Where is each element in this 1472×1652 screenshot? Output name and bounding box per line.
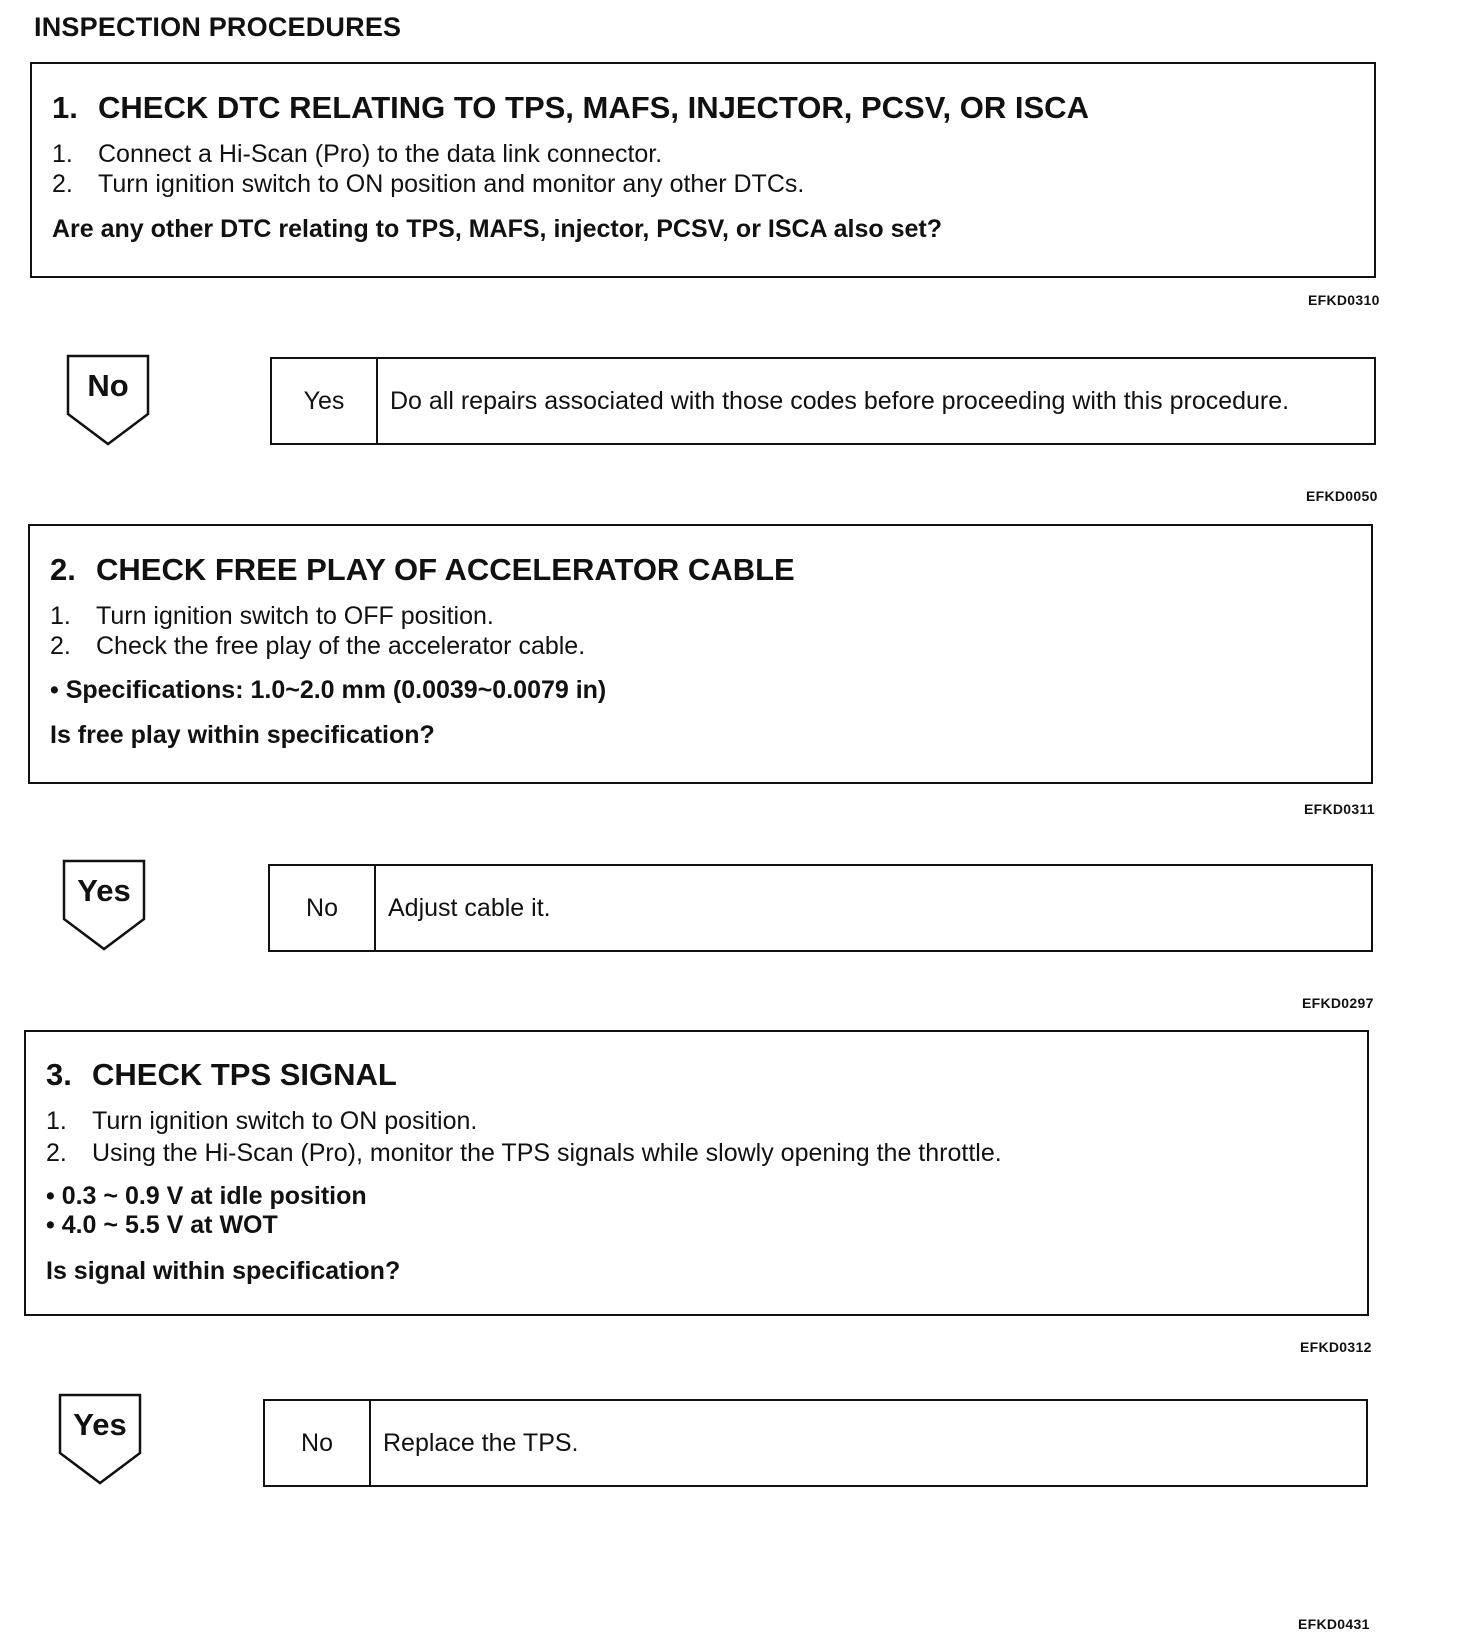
step-1-instruction-2: [52, 170, 804, 199]
result-row-1: [270, 357, 1376, 445]
flow-arrow-label: No: [87, 368, 129, 403]
figure-code: EFKD0311: [1304, 801, 1375, 817]
step-1-title: [52, 90, 1089, 126]
step-1-instruction-1: [52, 140, 662, 169]
result-action: Replace the TPS.: [383, 1428, 579, 1457]
instruction-text: Turn ignition switch to ON position and monitor any other DTCs.: [98, 170, 805, 198]
step-2-question: Is free play within specification?: [50, 721, 435, 749]
figure-code: EFKD0312: [1300, 1339, 1372, 1355]
flow-arrow-yes: [62, 859, 146, 955]
list-number: 2.: [46, 1139, 67, 1167]
instruction-text: Turn ignition switch to ON position.: [92, 1107, 478, 1135]
figure-code: EFKD0310: [1308, 292, 1380, 308]
flow-arrow-no: [66, 354, 150, 450]
step-3-question: Is signal within specification?: [46, 1257, 401, 1285]
result-action: Adjust cable it.: [388, 893, 551, 922]
step-3-number: 3.: [46, 1057, 72, 1092]
step-3-instruction-1: [46, 1107, 477, 1136]
step-2-instruction-1: [50, 602, 494, 631]
result-key: No: [265, 1401, 371, 1485]
figure-code: EFKD0431: [1298, 1616, 1370, 1632]
step-1-question: Are any other DTC relating to TPS, MAFS, injector, PCSV, or ISCA also set?: [52, 215, 942, 243]
instruction-text: Connect a Hi-Scan (Pro) to the data link connector.: [98, 140, 663, 168]
step-3-spec-1: • 0.3 ~ 0.9 V at idle position: [46, 1182, 367, 1210]
figure-code: EFKD0050: [1306, 488, 1378, 504]
step-2-title: [50, 552, 795, 588]
step-2-number: 2.: [50, 552, 76, 587]
list-number: 1.: [50, 602, 71, 630]
step-1-number: 1.: [52, 90, 78, 125]
result-row-2: [268, 864, 1373, 952]
instruction-text: Using the Hi-Scan (Pro), monitor the TPS signals while slowly opening the throttle.: [92, 1139, 1002, 1167]
page-title: INSPECTION PROCEDURES: [34, 12, 402, 42]
list-number: 2.: [50, 632, 71, 660]
result-key: Yes: [272, 359, 378, 443]
step-3-title-text: CHECK TPS SIGNAL: [92, 1057, 397, 1092]
instruction-text: Turn ignition switch to OFF position.: [96, 602, 494, 630]
flow-arrow-label: Yes: [77, 873, 131, 908]
step-2-title-text: CHECK FREE PLAY OF ACCELERATOR CABLE: [96, 552, 795, 587]
list-number: 1.: [52, 140, 73, 168]
figure-code: EFKD0297: [1302, 995, 1374, 1011]
step-1-title-text: CHECK DTC RELATING TO TPS, MAFS, INJECTOR, PCSV, OR ISCA: [98, 90, 1089, 125]
result-row-3: [263, 1399, 1368, 1487]
step-3-instruction-2: [46, 1139, 1002, 1168]
flow-arrow-yes: [58, 1393, 142, 1489]
step-3-spec-2: • 4.0 ~ 5.5 V at WOT: [46, 1211, 278, 1239]
list-number: 2.: [52, 170, 73, 198]
instruction-text: Check the free play of the accelerator cable.: [96, 632, 586, 660]
step-2-spec: • Specifications: 1.0~2.0 mm (0.0039~0.0079 in): [50, 676, 607, 704]
result-action: Do all repairs associated with those codes before proceeding with this procedure.: [390, 386, 1290, 415]
step-2-instruction-2: [50, 632, 585, 661]
step-3-title: [46, 1057, 397, 1093]
result-key: No: [270, 866, 376, 950]
flow-arrow-label: Yes: [73, 1407, 127, 1442]
list-number: 1.: [46, 1107, 67, 1135]
